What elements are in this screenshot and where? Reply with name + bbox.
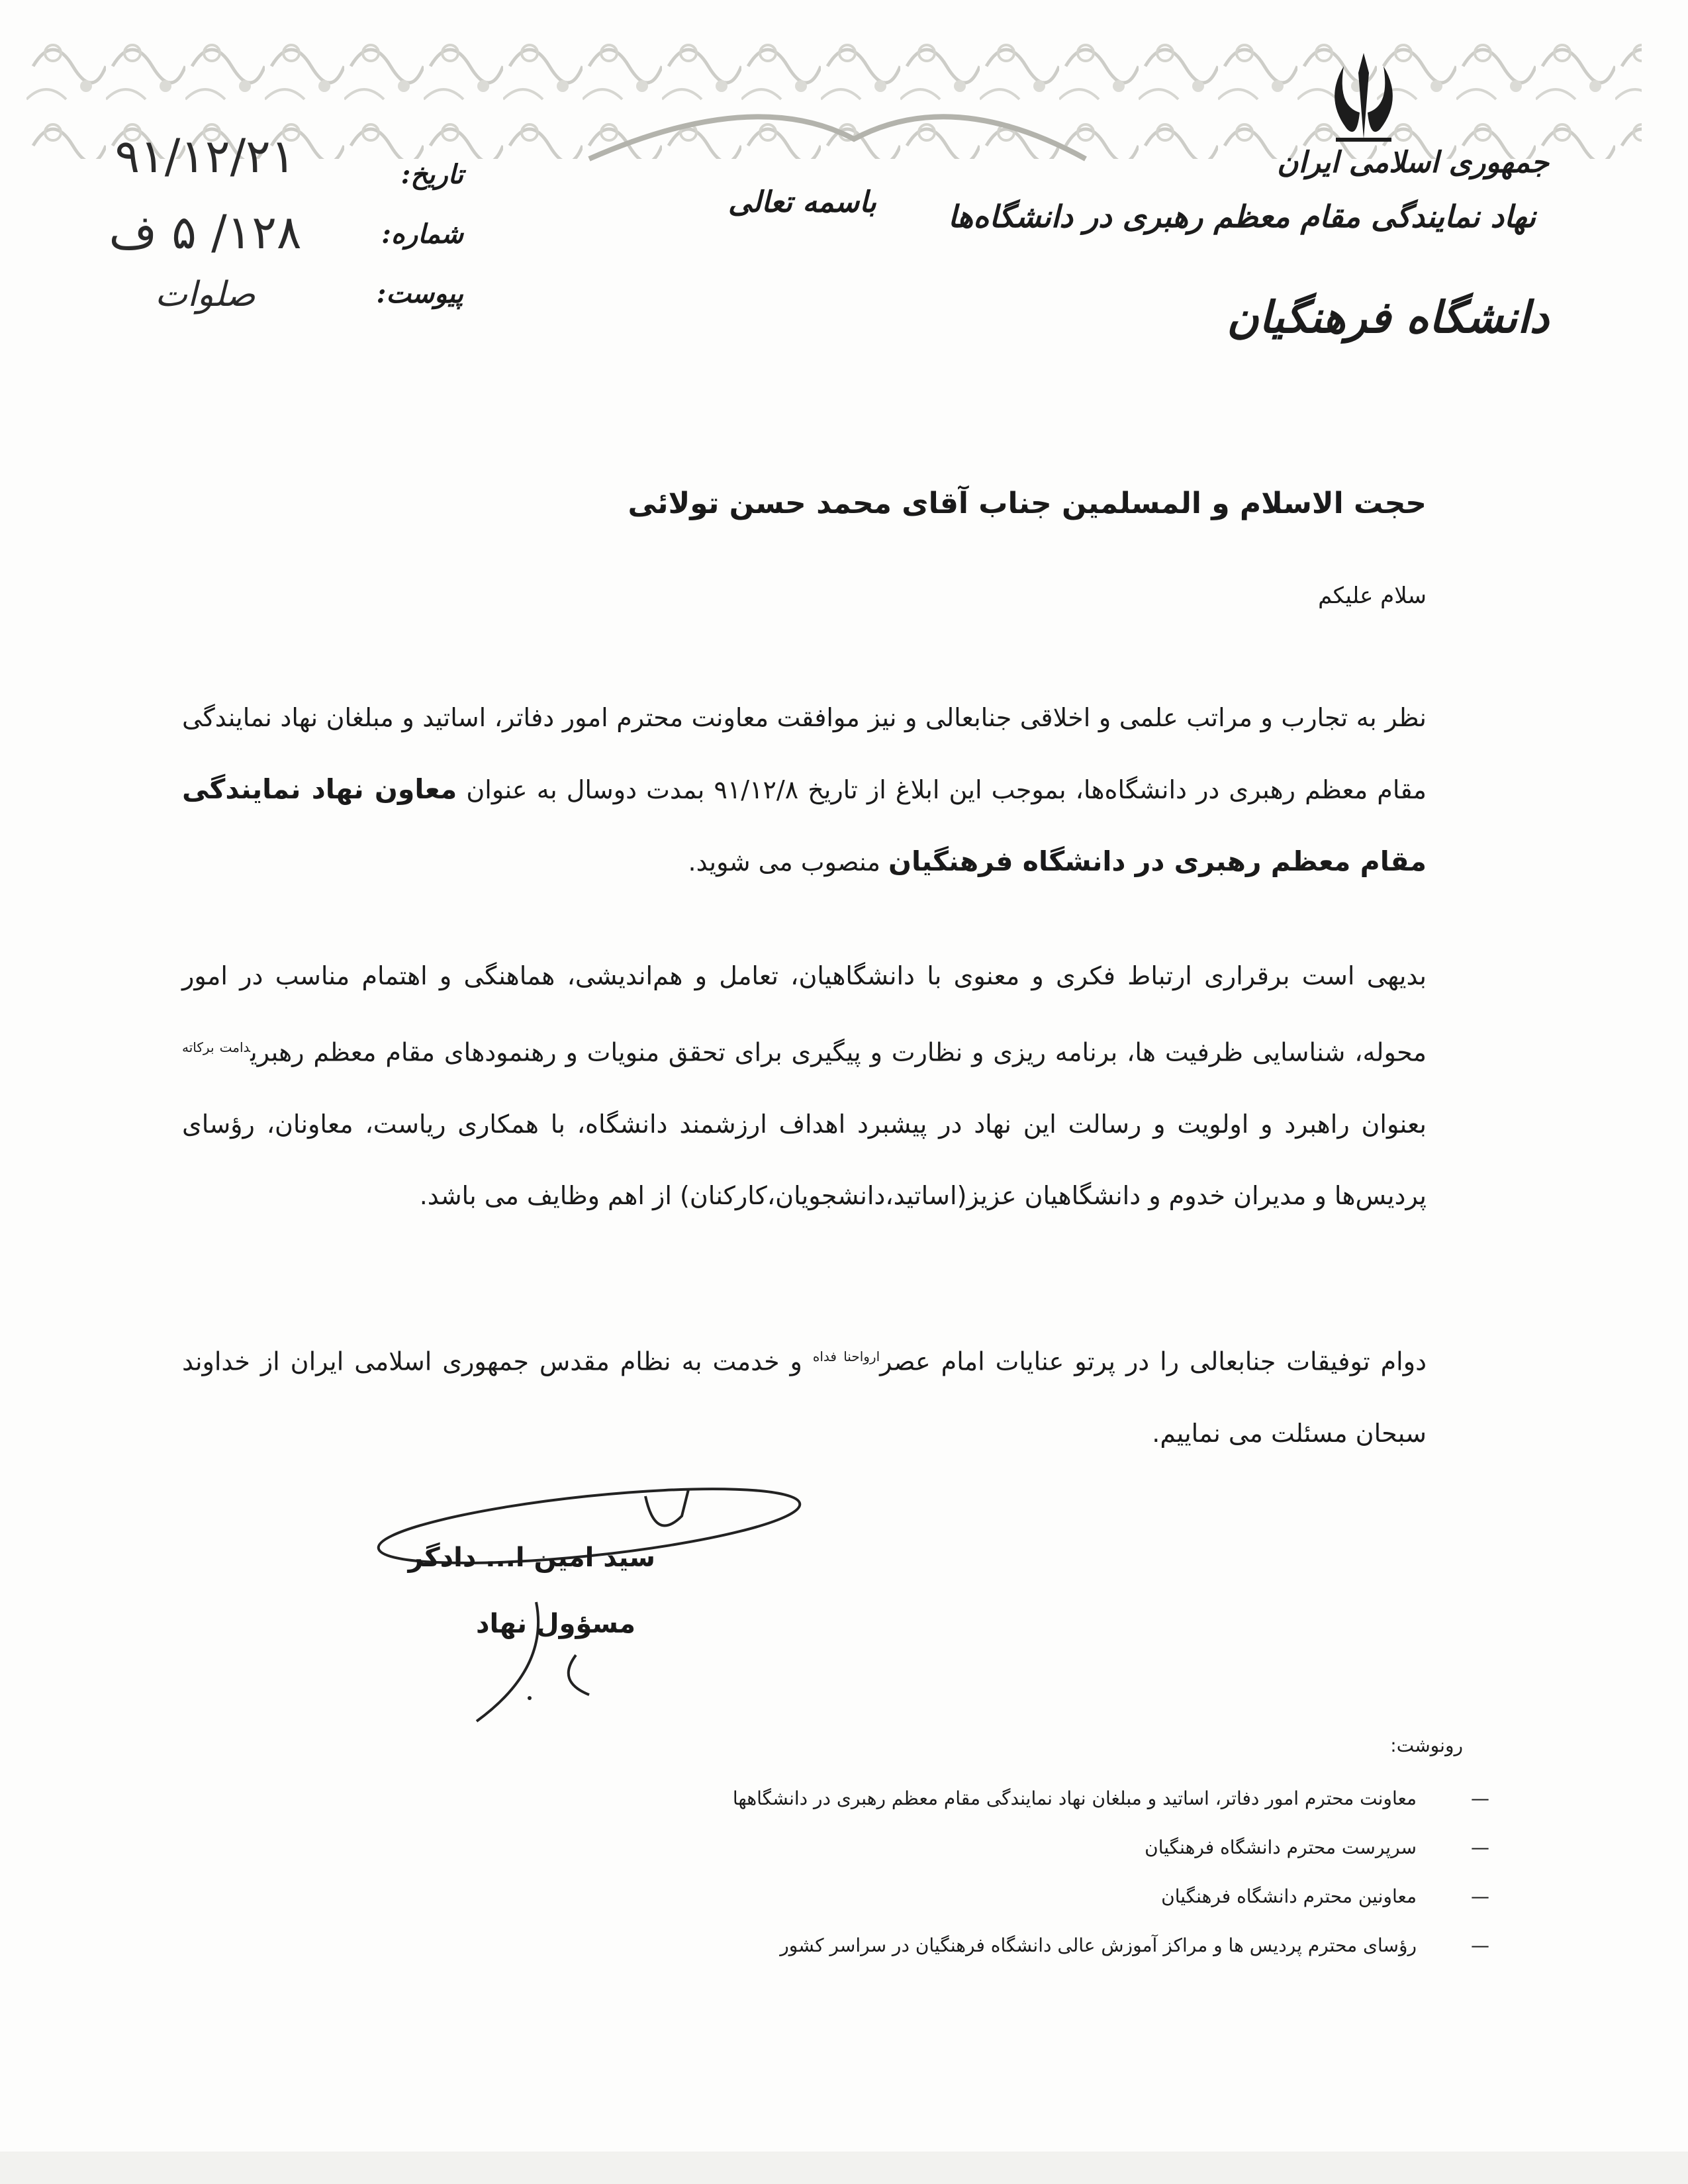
- date-value: ۹۱/۱۲/۲۱: [115, 129, 296, 183]
- paragraph-closing: [182, 1321, 1427, 1469]
- p1-text: نظر به تجارب و مراتب علمی و اخلاقی جنابعالی و نیز موافقت معاونت محترم امور دفاتر، اساتید و مبلغان نهاد نمایندگی مقام معظم رهبری در دانشگاه‌ها، بموجب این ابلاغ از تاریخ ۹۱/۱۲/۸ بمدت دوسال به عنوان: [182, 703, 1427, 804]
- paragraph-appointment: [182, 682, 1427, 898]
- cc-item: — معاونت محترم امور دفاتر، اساتید و مبلغان نهاد نمایندگی مقام معظم رهبری در دانشگاهها: [733, 1774, 1417, 1823]
- office-name: نهاد نمایندگی مقام معظم رهبری در دانشگاه‌ها: [948, 199, 1536, 234]
- signer-name: سید امین ا... دادگر: [408, 1543, 655, 1573]
- p2-start: بدیهی است برقراری ارتباط فکری و معنوی با دانشگاهیان، تعامل و هم‌اندیشی، هماهنگی و اهتمام مناسب در امور محوله، شناسایی ظرفیت ها، برنامه ریزی و نظارت و پیگیری برای تحقق منویات و رهنمودهای مقام معظم رهبری: [182, 961, 1427, 1067]
- addressee: حجت الاسلام و المسلمین جناب آقای محمد حسن تولائی: [628, 487, 1427, 520]
- cc-bullet: —: [1471, 1885, 1489, 1907]
- p3-start: دوام توفیقات جنابعالی را در پرتو عنایات امام عصر: [880, 1347, 1427, 1376]
- cc-item: — سرپرست محترم دانشگاه فرهنگیان: [733, 1823, 1417, 1872]
- university-name: دانشگاه فرهنگیان: [1227, 291, 1549, 343]
- cc-bullet: —: [1471, 1934, 1489, 1956]
- cc-bullet: —: [1471, 1836, 1489, 1858]
- signer-title: مسؤول نهاد: [475, 1609, 635, 1639]
- p1-position: معاون نهاد نمایندگی مقام معظم رهبری در دانشگاه فرهنگیان: [182, 773, 1427, 877]
- p3-superscript: ارواحنا فداه: [812, 1349, 880, 1364]
- attachment-label: پیوست:: [376, 278, 463, 309]
- cc-list: [732, 1774, 1489, 1970]
- p1-end: منصوب می شوید.: [688, 847, 880, 877]
- p3-end: و خدمت به نظام مقدس جمهوری اسلامی ایران از خداوند سبحان مسئلت می نماییم.: [182, 1347, 1427, 1448]
- handwritten-signature: [371, 1470, 900, 1748]
- scan-bottom-edge: [0, 2152, 1688, 2184]
- p2-end: بعنوان راهبرد و اولویت و رسالت این نهاد در پیشبرد اهداف ارزشمند دانشگاه، با همکاری ریاست، معاونان، رؤسای پردیس‌ها و مدیران خدوم و دانشگاهیان عزیز(اساتید،دانشجویان،کارکنان) از اهم وظایف می باشد.: [182, 1109, 1427, 1210]
- country-name: جمهوری اسلامی ایران: [1277, 146, 1549, 179]
- cc-bullet: —: [1471, 1787, 1489, 1809]
- cc-item: — معاونین محترم دانشگاه فرهنگیان: [733, 1872, 1417, 1921]
- p2-superscript: دامت برکاته: [182, 1039, 251, 1055]
- number-value: ۱۲۸/ ۵ ف: [109, 205, 302, 260]
- cc-label: رونوشت:: [1390, 1734, 1463, 1756]
- paragraph-duties: [182, 940, 1427, 1231]
- invocation: باسمه تعالی: [728, 185, 876, 219]
- number-label: شماره:: [381, 218, 463, 250]
- emblem-iran-icon: [1317, 46, 1410, 146]
- cc-item: — رؤسای محترم پردیس ها و مراکز آموزش عالی دانشگاه فرهنگیان در سراسر کشور: [733, 1921, 1417, 1970]
- date-label: تاریخ:: [400, 159, 463, 190]
- attachment-value: صلوات: [155, 275, 256, 314]
- greeting: سلام علیکم: [1318, 583, 1427, 609]
